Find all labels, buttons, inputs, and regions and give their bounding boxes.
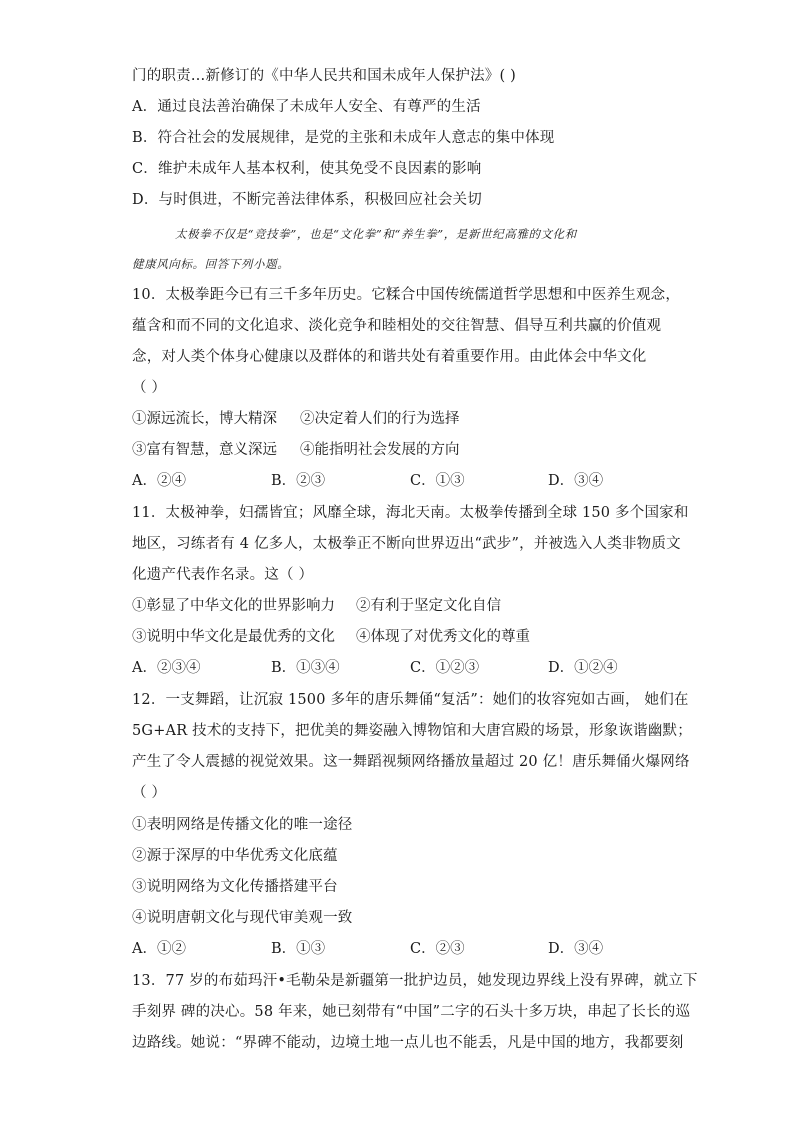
q12-choice-d: D．③④ <box>548 941 604 957</box>
q10-item-3: ③富有智慧，意义深远 <box>132 442 277 458</box>
q10-item-2: ②决定着人们的行为选择 <box>300 411 460 427</box>
q10-item-4: ④能指明社会发展的方向 <box>300 442 460 458</box>
q11-item-3: ③说明中华文化是最优秀的文化 <box>132 629 335 645</box>
q11-choice-c: C．①②③ <box>410 660 480 676</box>
q9-option-c: C．维护未成年人基本权利，使其免受不良因素的影响 <box>132 161 482 177</box>
q10-choice-b: B．②③ <box>271 473 326 489</box>
q9-option-d: D．与时俱进，不断完善法律体系，积极回应社会关切 <box>132 192 482 208</box>
q10-stem-line-2: 蕴含和而不同的文化追求、淡化竞争和睦相处的交往智慧、倡导互利共赢的价值观 <box>132 318 662 334</box>
q10-stem-line-3: 念，对人类个体身心健康以及群体的和谐共处有着重要作用。由此体会中华文化 <box>132 349 647 365</box>
passage-line-2: 健康风向标。回答下列小题。 <box>132 257 290 271</box>
q12-stem-line-1: 12．一支舞蹈，让沉寂 1500 多年的唐乐舞俑“复活”：她们的妆容宛如古画， 她们在 <box>132 692 689 708</box>
q12-item-2: ②源于深厚的中华优秀文化底蕴 <box>132 848 338 864</box>
q11-stem-line-2: 地区，习练者有 4 亿多人，太极拳正不断向世界迈出“武步”，并被选入人类非物质文 <box>132 536 681 552</box>
q10-choice-c: C．①③ <box>410 473 465 489</box>
q11-item-1: ①彰显了中华文化的世界影响力 <box>132 598 335 614</box>
q12-stem-line-3: 产生了令人震撼的视觉效果。这一舞蹈视频网络播放量超过 20 亿！唐乐舞俑火爆网络 <box>132 754 690 770</box>
q11-item-4: ④体现了对优秀文化的尊重 <box>356 629 530 645</box>
q10-stem-line-4: （ ） <box>132 380 167 396</box>
q12-item-4: ④说明唐朝文化与现代审美观一致 <box>132 910 353 926</box>
q12-choice-b: B．①③ <box>271 941 326 957</box>
q10-stem-line-1: 10．太极拳距今已有三千多年历史。它糅合中国传统儒道哲学思想和中医养生观念， <box>132 287 681 303</box>
q12-stem-line-4: （ ） <box>132 785 167 801</box>
q11-stem-line-1: 11．太极神拳，妇孺皆宜；风靡全球，海北天南。太极拳传播到全球 150 多个国家和 <box>132 505 689 521</box>
q9-option-a: A．通过良法善治确保了未成年人安全、有尊严的生活 <box>132 99 481 115</box>
q13-stem-line-3: 边路线。她说：“界碑不能动，边境土地一点儿也不能丢，凡是中国的地方，我都要刻 <box>132 1035 684 1051</box>
q10-choice-a: A．②④ <box>132 473 186 489</box>
q11-stem-line-3: 化遗产代表作名录。这（ ） <box>132 567 314 583</box>
passage-line-1: 太极拳不仅是“竞技拳”，也是“文化拳”和“养生拳”，是新世纪高雅的文化和 <box>175 227 577 241</box>
q9-option-b: B．符合社会的发展规律，是党的主张和未成年人意志的集中体现 <box>132 130 555 146</box>
q11-choice-b: B．①③④ <box>271 660 340 676</box>
q11-choice-d: D．①②④ <box>548 660 618 676</box>
q13-stem-line-2: 手刻界 碑的决心。58 年来，她已刻带有“中国”二字的石头十多万块，串起了长长的巡 <box>132 1004 691 1020</box>
q12-stem-line-2: 5G+AR 技术的支持下，把优美的舞姿融入博物馆和大唐宫殿的场景，形象诙谐幽默； <box>132 723 692 739</box>
q12-choice-c: C．②③ <box>410 941 465 957</box>
q12-item-1: ①表明网络是传播文化的唯一途径 <box>132 817 353 833</box>
q12-item-3: ③说明网络为文化传播搭建平台 <box>132 879 338 895</box>
q9-stem-tail: 门的职责…新修订的《中华人民共和国未成年人保护法》( ) <box>132 68 517 84</box>
q13-stem-line-1: 13．77 岁的布茹玛汗•毛勒朵是新疆第一批护边员，她发现边界线上没有界碑，就立下 <box>132 973 698 989</box>
q10-choice-d: D．③④ <box>548 473 604 489</box>
q11-choice-a: A．②③④ <box>132 660 201 676</box>
q11-item-2: ②有利于坚定文化自信 <box>356 598 501 614</box>
q12-choice-a: A．①② <box>132 941 186 957</box>
q10-item-1: ①源远流长，博大精深 <box>132 411 277 427</box>
